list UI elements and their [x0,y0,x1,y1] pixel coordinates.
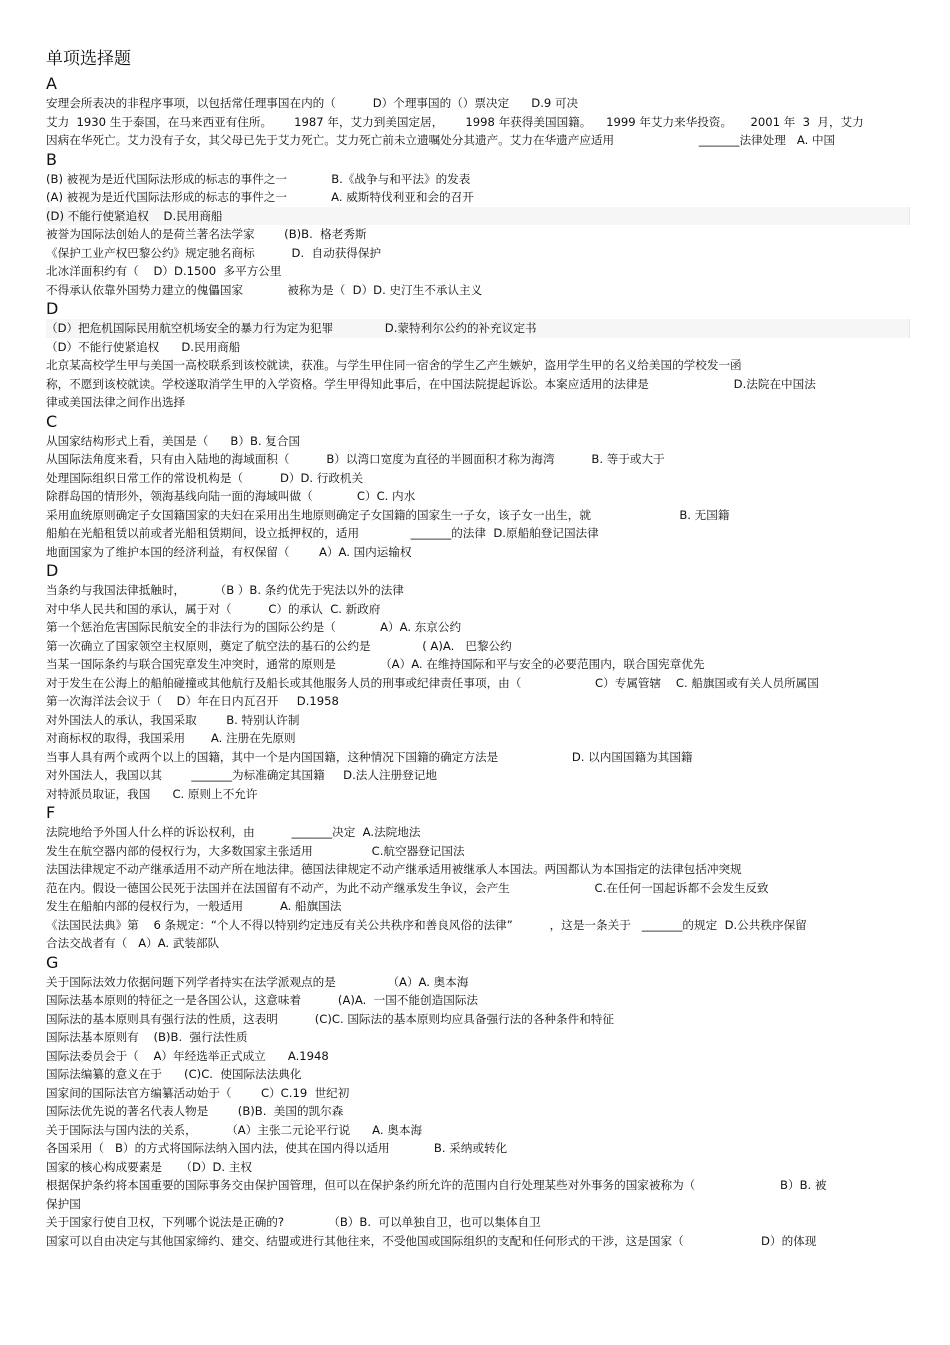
question-line: 因病在华死亡。艾力没有子女，其父母已先于艾力死亡。艾力死亡前未立遗嘱处分其遗产。艾力在华遗产应适用 _______法律处理 A. 中国 [46,133,836,147]
question-line: 安理会所表决的非程序事项，以包括常任理事国在内的（ D）个理事国的（）票决定 D.9 可决 [46,96,579,110]
question-line: 国家的核心构成要素是 （D）D. 主权 [46,1159,252,1174]
question-line: 关于国际法与国内法的关系， （A）主张二元论平行说 A. 奥本海 [46,1122,423,1137]
question-line: 称，不愿到该校就读。学校遂取消学生甲的入学资格。学生甲得知此事后，在中国法院提起诉讼。本案应适用的法律是 D.法院在中国法 [46,376,816,391]
question-line: 对中华人民共和国的承认，属于对（ C）的承认 C. 新政府 [46,601,381,616]
section-2 [46,150,906,300]
question-line: 当事人具有两个或两个以上的国籍，其中一个是内国国籍，这种情况下国籍的确定方法是 D. 以内国国籍为其国籍 [46,749,693,764]
document-page [46,48,906,1250]
section-letter: B [46,149,57,169]
question-line: 第一次确立了国家领空主权原则，奠定了航空法的基石的公约是 ( A)A. 巴黎公约 [46,638,512,653]
question-line: 律或美国法律之间作出选择 [46,395,186,409]
section-letter: A [46,74,57,93]
question-line: 国际法的基本原则具有强行法的性质，这表明 (C)C. 国际法的基本原则均应具备强行法的各种条件和特征 [46,1011,614,1026]
question-line: 除群岛国的情形外，领海基线向陆一面的海域叫做（ C）C. 内水 [46,489,416,503]
question-line: 对外国法人，我国以其 _______为标准确定其国籍 D.法人注册登记地 [46,768,437,782]
question-line: 国际法委员会于（ A）年经选举正式成立 A.1948 [46,1048,329,1063]
question-line: 被誉为国际法创始人的是荷兰著名法学家 (B)B. 格老秀斯 [46,227,367,241]
section-letter: C [46,411,58,431]
question-line: 从国际法角度来看，只有由入陆地的海域面积（ B）以湾口宽度为直径的半圆面积才称为海湾 B. 等于或大于 [46,452,665,466]
question-line: 不得承认依靠外国势力建立的傀儡国家 被称为是（ D）D. 史汀生不承认主义 [46,282,483,297]
section-4 [46,412,906,562]
question-line: 国际法优先说的著名代表人物是 (B)B. 美国的凯尔森 [46,1104,344,1118]
question-line: 对于发生在公海上的船舶碰撞或其他航行及船长或其他服务人员的刑事或纪律责任事项，由（ C）专属管辖 C. 船旗国或有关人员所属国 [46,675,819,690]
question-line: 北冰洋面积约有（ D）D.1500 多平方公里 [46,264,282,278]
question-sections [46,74,906,1250]
question-line: 《保护工业产权巴黎公约》规定驰名商标 D. 自动获得保护 [46,245,382,260]
question-line: （D）把危机国际民用航空机场安全的暴力行为定为犯罪 D.蒙特利尔公约的补充议定书 [46,319,910,338]
question-line: 船舶在光船租赁以前或者光船租赁期间，设立抵押权的，适用 _______的法律 D.原船舶登记国法律 [46,526,599,540]
section-letter: G [46,952,59,972]
question-line: 国际法基本原则的特征之一是各国公认，这意味着 (A)A. 一国不能创造国际法 [46,993,479,1007]
question-line: 艾力 1930 生于泰国，在马来西亚有住所。 1987 年，艾力到美国定居， 1998 年获得美国国籍。 1999 年艾力来华投资。 2001 年 3 月，艾力 [46,114,864,129]
question-line: 处理国际组织日常工作的常设机构是（ D）D. 行政机关 [46,470,364,485]
section-5 [46,561,906,803]
question-line: 法院地给予外国人什么样的诉讼权利，由 _______决定 A.法院地法 [46,825,421,839]
question-line: 各国采用（ B）的方式将国际法纳入国内法，使其在国内得以适用 B. 采纳或转化 [46,1141,508,1155]
question-line: (B) 被视为是近代国际法形成的标志的事件之一 B.《战争与和平法》的发表 [46,171,471,186]
question-line: （D）不能行使紧追权 D.民用商船 [46,339,241,354]
question-line: 北京某高校学生甲与美国一高校联系到该校就读，获准。与学生甲住同一宿舍的学生乙产生嫉妒，盗用学生甲的名义给美国的学校发一函 [46,358,742,372]
question-line: 发生在船舶内部的侵权行为，一般适用 A. 船旗国法 [46,899,342,913]
section-letter: D [46,299,59,318]
question-line: 关于国家行使自卫权，下列哪个说法是正确的? （B）B. 可以单独自卫，也可以集体自卫 [46,1215,541,1229]
question-line: 国家间的国际法官方编纂活动始于（ C）C.19 世纪初 [46,1085,350,1100]
question-line: 发生在航空器内部的侵权行为，大多数国家主张适用 C.航空器登记国法 [46,843,465,858]
question-line: 第一次海洋法会议于（ D）年在日内瓦召开 D.1958 [46,694,339,708]
question-line: 根据保护条约将本国重要的国际事务交由保护国管理，但可以在保护条约所允许的范围内自行处理某些对外事务的国家被称为（ B）B. 被 [46,1178,827,1192]
section-letter: F [46,803,56,822]
question-line: 当条约与我国法律抵触时， （B ）B. 条约优先于宪法以外的法律 [46,583,404,597]
question-line: 当某一国际条约与联合国宪章发生冲突时，通常的原则是 （A）A. 在维持国际和平与安全的必要范围内，联合国宪章优先 [46,657,705,671]
section-6 [46,803,906,953]
document-title: 单项选择题 [46,49,131,69]
question-line: 合法交战者有（ A）A. 武装部队 [46,936,220,950]
question-line: 关于国际法效力依据问题下列学者持实在法学派观点的是 （A）A. 奥本海 [46,974,469,989]
question-line: 范在内。假设一德国公民死于法国并在法国留有不动产，为此不动产继承发生争议，会产生 C.在任何一国起诉都不会发生反致 [46,880,769,895]
question-line: 国际法编纂的意义在于 (C)C. 使国际法法典化 [46,1067,302,1081]
question-line: 《法国民法典》第 6 条规定：“个人不得以特别约定违反有关公共秩序和善良风俗的法律” ，这是一条关于 _______的规定 D.公共秩序保留 [46,917,807,932]
question-line: 对特派员取证，我国 C. 原则上不允许 [46,786,258,801]
section-1 [46,74,906,150]
question-line: 对外国法人的承认，我国采取 B. 特别认许制 [46,712,300,727]
question-line: (A) 被视为是近代国际法形成的标志的事件之一 A. 威斯特伐利亚和会的召开 [46,190,474,204]
question-line: 第一个惩治危害国际民航安全的非法行为的国际公约是（ A）A. 东京公约 [46,620,462,634]
question-line: 国家可以自由决定与其他国家缔约、建交、结盟或进行其他往来，不受他国或国际组织的支配和任何形式的干涉，这是国家（ D）的体现 [46,1233,817,1248]
question-line: 采用血统原则确定子女国籍国家的夫妇在采用出生地原则确定子女国籍的国家生一子女，该子女一出生，就 B. 无国籍 [46,507,730,522]
question-line: 地面国家为了维护本国的经济利益，有权保留（ A）A. 国内运输权 [46,544,412,559]
question-line: 对商标权的取得，我国采用 A. 注册在先原则 [46,731,296,745]
section-3 [46,299,906,412]
question-line: 法国法律规定不动产继承适用不动产所在地法律。德国法律规定不动产继承适用被继承人本国法。两国都认为本国指定的法律包括冲突规 [46,862,742,876]
question-line: 国际法基本原则有 (B)B. 强行法性质 [46,1030,248,1044]
question-line: 从国家结构形式上看，美国是（ B）B. 复合国 [46,433,301,448]
section-letter: D [46,561,59,580]
section-7 [46,953,906,1251]
question-line: 保护国 [46,1196,81,1211]
question-line: (D) 不能行使紧追权 D.民用商船 [46,207,910,226]
